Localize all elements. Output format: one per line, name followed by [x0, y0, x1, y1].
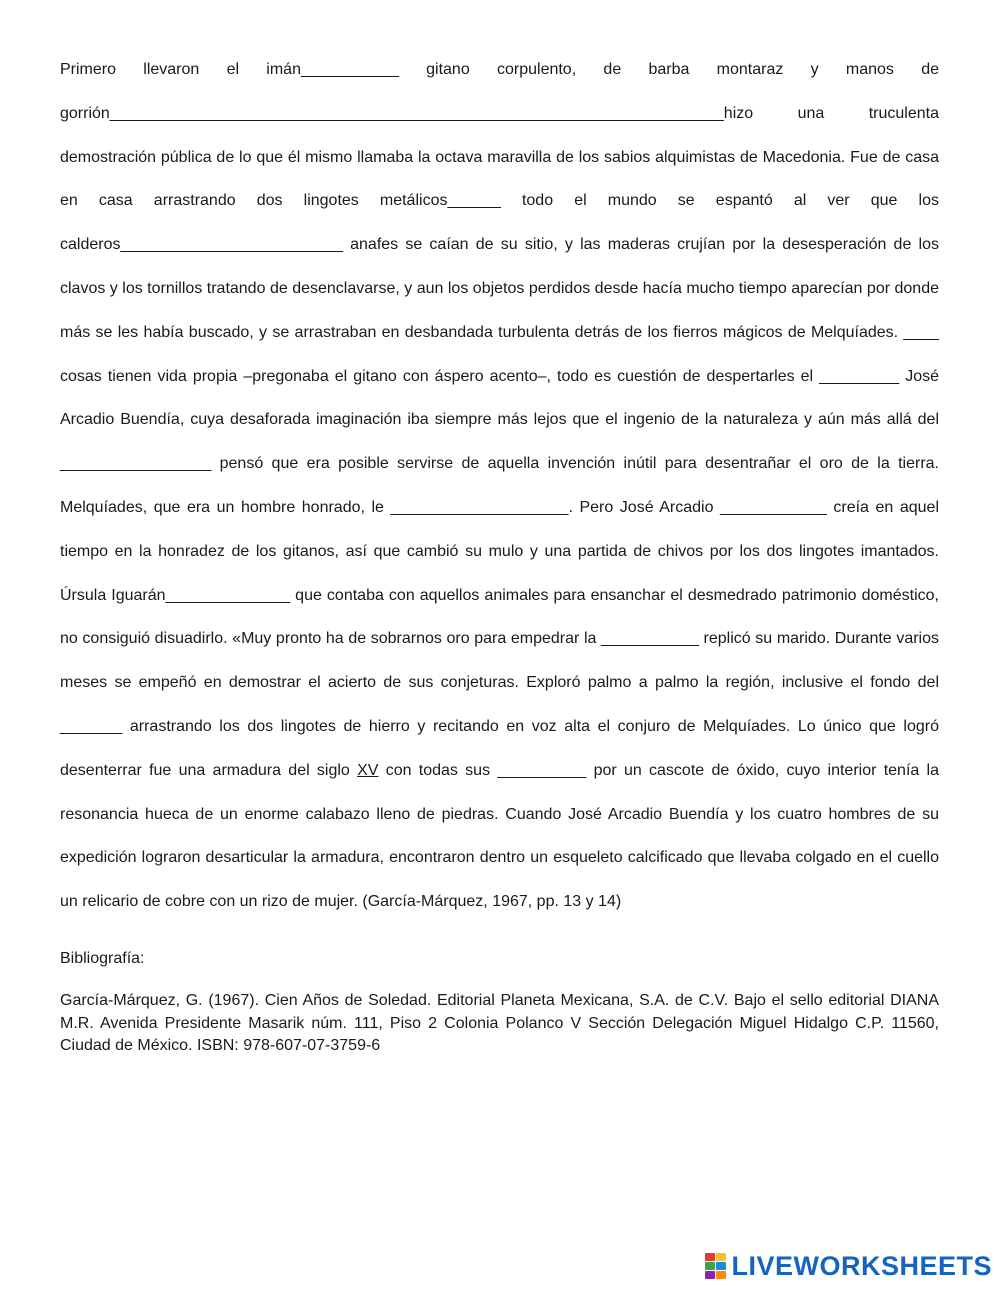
reading-passage — [60, 48, 939, 924]
liveworksheets-brand — [705, 1251, 992, 1281]
logo-block — [716, 1253, 726, 1261]
passage-text-part-2: con todas sus __________ por un cascote de óxido, cuyo interior tenía la resonancia hueca de un enorme calabazo lleno de piedras. Cuando José Arcadio Buendía y los cuatro hombres de su expedición lograron desarticular la armadura, encontraron dentro un esqueleto calcificado que llevaba colgado en el cuello un relicario de cobre con un rizo de mujer. (García-Márquez, 1967, pp. 13 y 14) — [60, 761, 940, 911]
passage-text-part-1: Primero llevaron el imán___________ gitano corpulento, de barba montaraz y manos de gorrión_____________________________________________________________________hizo una truculenta demostración pública de lo que él mismo llamaba la octava maravilla de los sabios alquimistas de Macedonia. Fue de casa en casa arrastrando dos lingotes metálicos______ todo el mundo se espantó al ver que los calderos_________________________ anafes se caían de su sitio, y las maderas crujían por la desesperación de los clavos y los tornillos tratando de desenclavarse, y aun los objetos perdidos desde hacía mucho tiempo aparecían por donde más se les había buscado, y se arrastraban en desbandada turbulenta detrás de los fierros mágicos de Melquíades. ____ cosas tienen vida propia –pregonaba el gitano con áspero acento–, todo es cuestión de despertarles el _________ José Arcadio Buendía, cuya desaforada imaginación iba siempre más lejos que el ingenio de la naturaleza y aún más allá del _________________ pensó que era posible servirse de aquella invención inútil para desentrañar el oro de la tierra. Melquíades, que era un hombre honrado, le ____________________. Pero José Arcadio ____________ creía en aquel tiempo en la honradez de los gitanos, así que cambió su mulo y una partida de chivos por los dos lingotes imantados. Úrsula Iguarán______________ que contaba con aquellos animales para ensanchar el desmedrado patrimonio doméstico, no consiguió disuadirlo. «Muy pronto ha de sobrarnos oro para empedrar la ___________ replicó su marido. Durante varios meses se empeñó en demostrar el acierto de sus conjeturas. Exploró palmo a palmo la región, inclusive el fondo del _______ arrastrando los dos lingotes de hierro y recitando en voz alta el conjuro de Melquíades. Lo único que logró desenterrar fue una armadura del siglo — [60, 61, 939, 779]
bibliography-heading: Bibliografía: — [60, 950, 145, 967]
logo-block — [716, 1271, 726, 1279]
logo-block — [705, 1271, 715, 1279]
century-numeral: XV — [357, 761, 379, 779]
bibliography-entry: García-Márquez, G. (1967). Cien Años de Soledad. Editorial Planeta Mexicana, S.A. de C.V. Bajo el sello editorial DIANA M.R. Avenida Presidente Masarik núm. 111, Piso 2 Colonia Polanco V Sección Delegación Miguel Hidalgo C.P. 11560, Ciudad de México. ISBN: 978-607-07-3759-6 — [60, 992, 939, 1054]
logo-block — [705, 1253, 715, 1261]
logo-block — [705, 1262, 715, 1270]
brand-name: LIVEWORKSHEETS — [731, 1251, 992, 1281]
liveworksheets-logo-icon — [705, 1253, 727, 1279]
logo-block — [716, 1262, 726, 1270]
